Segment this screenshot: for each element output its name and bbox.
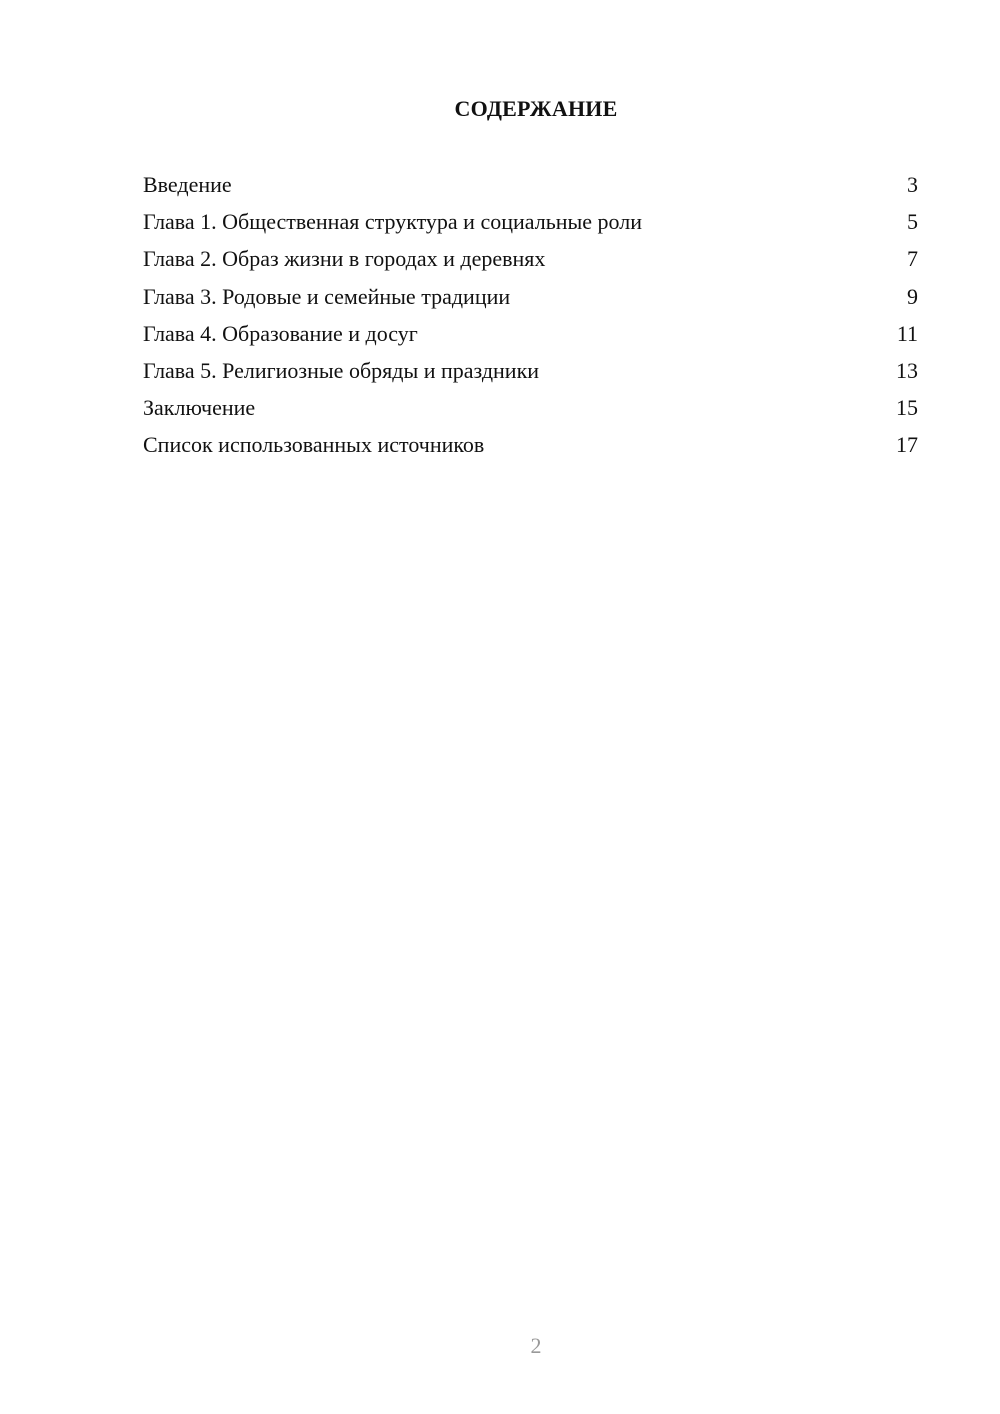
toc-entry-page: 11 — [896, 320, 918, 346]
toc-entry-label: Глава 2. Образ жизни в городах и деревнях — [143, 246, 546, 272]
toc-entry-label: Введение — [143, 172, 232, 197]
toc-entry-page: 3 — [907, 172, 918, 197]
table-of-contents — [143, 170, 918, 468]
toc-entry-page: 5 — [907, 209, 918, 235]
toc-entry-page: 7 — [907, 246, 918, 272]
toc-entry-label: Список использованных источников — [143, 432, 485, 458]
toc-entry-page: 17 — [896, 432, 918, 458]
page-title: СОДЕРЖАНИЕ — [454, 96, 618, 121]
toc-entry-page: 9 — [907, 283, 918, 309]
toc-entry-chapter-2[interactable] — [143, 244, 918, 281]
toc-entry-chapter-1[interactable] — [143, 207, 918, 244]
toc-entry-page: 13 — [896, 357, 918, 383]
toc-entry-label: Глава 5. Религиозные обряды и праздники — [143, 357, 540, 383]
toc-entry-label: Глава 3. Родовые и семейные традиции — [143, 283, 511, 309]
toc-entry-page: 15 — [896, 395, 918, 421]
toc-entry-label: Глава 4. Образование и досуг — [143, 320, 418, 346]
toc-entry-label: Заключение — [143, 395, 256, 421]
page-number: 2 — [530, 1333, 542, 1358]
toc-entry-introduction[interactable] — [143, 170, 918, 207]
toc-entry-chapter-3[interactable] — [143, 282, 918, 319]
toc-entry-conclusion[interactable] — [143, 393, 918, 430]
toc-entry-chapter-5[interactable] — [143, 356, 918, 393]
toc-entry-label: Глава 1. Общественная структура и социальные роли — [143, 209, 643, 235]
toc-entry-references[interactable] — [143, 430, 918, 467]
toc-entry-chapter-4[interactable] — [143, 319, 918, 356]
